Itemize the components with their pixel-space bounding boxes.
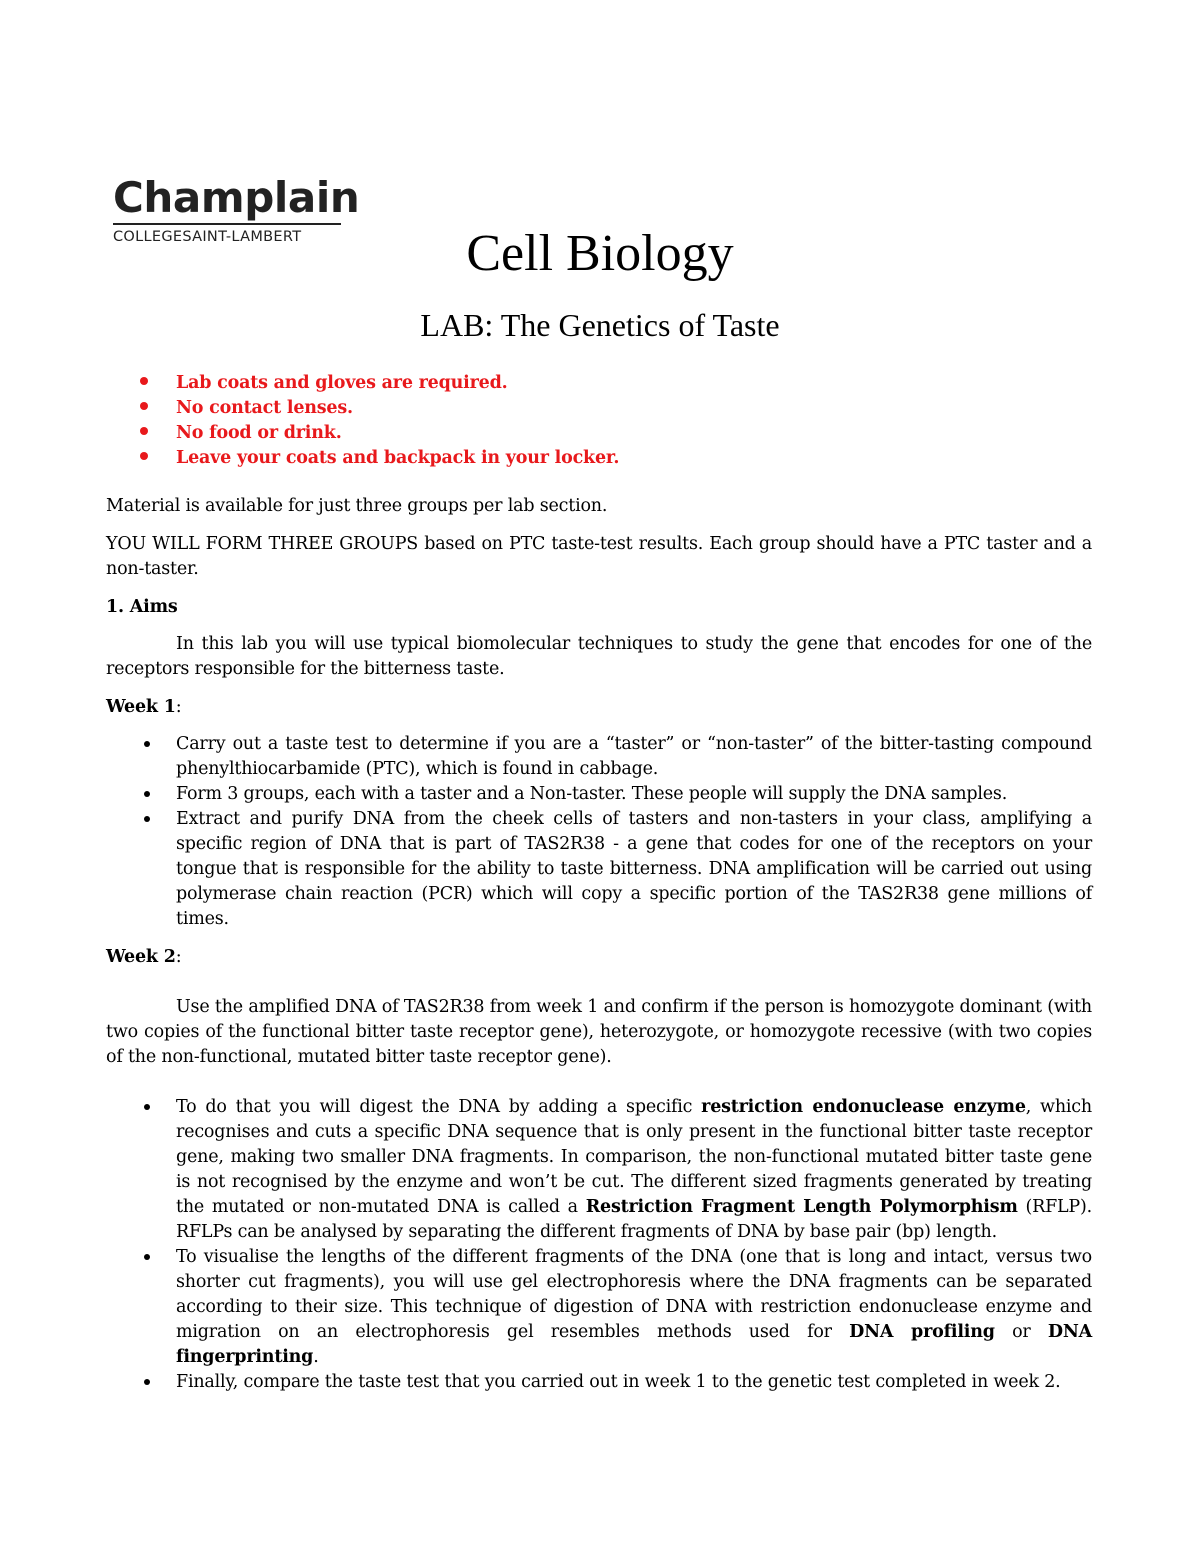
week2-list <box>106 1095 1092 1395</box>
list-item: Form 3 groups, each with a taster and a Non-taster. These people will supply the DNA samples. <box>106 782 1092 807</box>
document-title: Cell Biology <box>466 225 734 282</box>
safety-rule: Leave your coats and backpack in your locker. <box>140 446 619 471</box>
groups-note: YOU WILL FORM THREE GROUPS based on PTC taste-test results. Each group should have a PTC taster and a non-taster. <box>106 534 1092 579</box>
safety-rules-list <box>140 371 619 471</box>
bullet-icon <box>144 816 150 822</box>
bullet-icon <box>140 427 148 435</box>
week1-list <box>106 732 1092 932</box>
week2-heading: Week 2: <box>106 947 182 967</box>
week2-intro: Use the amplified DNA of TAS2R38 from week 1 and confirm if the person is homozygote dominant (with two copies of the functional bitter taste receptor gene), heterozygote, or homozygote recessive (with two copies of the non-functional, mutated bitter taste receptor gene). <box>106 997 1092 1067</box>
safety-rule: Lab coats and gloves are required. <box>140 371 619 396</box>
bullet-icon <box>140 377 148 385</box>
aims-text: In this lab you will use typical biomolecular techniques to study the gene that encodes for one of the receptors responsible for the bitterness taste. <box>106 634 1092 679</box>
document-body <box>106 494 1092 1395</box>
document-subtitle: LAB: The Genetics of Taste <box>420 307 780 343</box>
week1-heading: Week 1: <box>106 697 182 717</box>
safety-rule: No contact lenses. <box>140 396 619 421</box>
logo-subtitle: COLLEGESAINT-LAMBERT <box>113 229 302 245</box>
bullet-icon <box>144 791 150 797</box>
list-item: Finally, compare the taste test that you carried out in week 1 to the genetic test completed in week 2. <box>106 1370 1092 1395</box>
bullet-icon <box>144 741 150 747</box>
list-item: To visualise the lengths of the different fragments of the DNA (one that is long and intact, versus two shorter cut fragments), you will use gel electrophoresis where the DNA fragments can be separated according to their size. This technique of digestion of DNA with restriction endonuclease enzyme and migration on an electrophoresis gel resembles methods used for DNA profiling or DNA fingerprinting. <box>106 1245 1092 1370</box>
list-item: To do that you will digest the DNA by adding a specific restriction endonuclease enzyme, which recognises and cuts a specific DNA sequence that is only present in the functional bitter taste receptor gene, making two smaller DNA fragments. In comparison, the non-functional mutated bitter taste gene is not recognised by the enzyme and won’t be cut. The different sized fragments generated by treating the mutated or non-mutated DNA is called a Restriction Fragment Length Polymorphism (RFLP). RFLPs can be analysed by separating the different fragments of DNA by base pair (bp) length. <box>106 1095 1092 1245</box>
aims-heading: 1. Aims <box>106 597 178 617</box>
safety-rule: No food or drink. <box>140 421 619 446</box>
bullet-icon <box>144 1379 150 1385</box>
list-item: Extract and purify DNA from the cheek cells of tasters and non-tasters in your class, amplifying a specific region of DNA that is part of TAS2R38 - a gene that codes for one of the receptors on your tongue that is responsible for the ability to taste bitterness. DNA amplification will be carried out using polymerase chain reaction (PCR) which will copy a specific portion of the TAS2R38 gene millions of times. <box>106 807 1092 932</box>
logo-name: Champlain <box>113 173 360 222</box>
bullet-icon <box>140 452 148 460</box>
bullet-icon <box>144 1104 150 1110</box>
list-item: Carry out a taste test to determine if you are a “taster” or “non-taster” of the bitter-tasting compound phenylthiocarbamide (PTC), which is found in cabbage. <box>106 732 1092 782</box>
bullet-icon <box>144 1254 150 1260</box>
material-note: Material is available for just three groups per lab section. <box>106 496 608 516</box>
bullet-icon <box>140 402 148 410</box>
